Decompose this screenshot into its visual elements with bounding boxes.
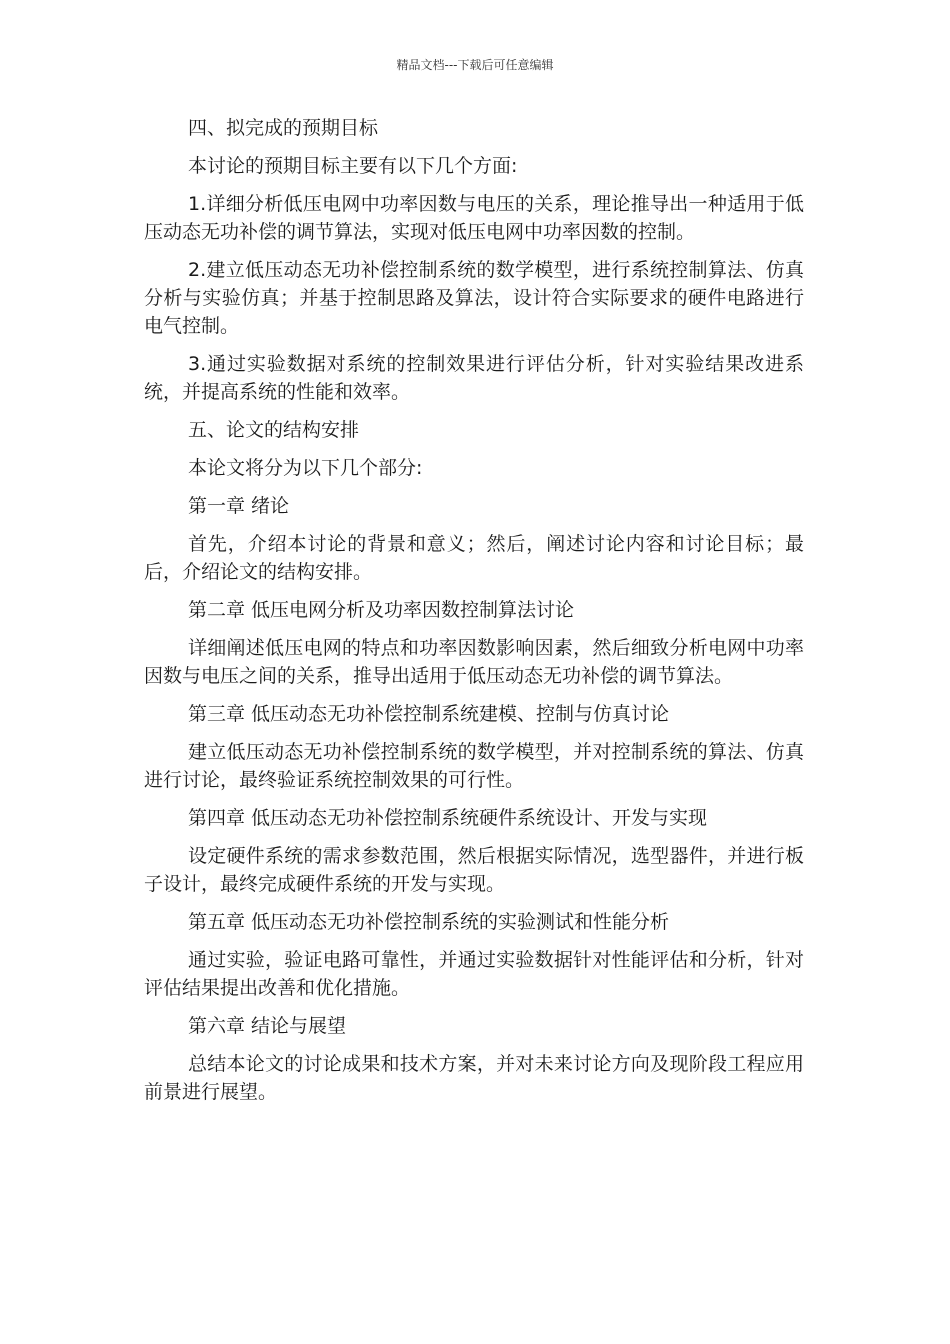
chapter-description-6: 总结本论文的讨论成果和技术方案，并对未来讨论方向及现阶段工程应用前景进行展望。 bbox=[144, 1053, 804, 1103]
paragraph-goal-1: 1.详细分析低压电网中功率因数与电压的关系，理论推导出一种适用于低压动态无功补偿的调节算法，实现对低压电网中功率因数的控制。 bbox=[144, 193, 804, 243]
document-body bbox=[144, 114, 804, 1116]
chapter-heading-4: 第四章 低压动态无功补偿控制系统硬件系统设计、开发与实现 bbox=[188, 807, 708, 829]
chapter-description-2: 详细阐述低压电网的特点和功率因数影响因素，然后细致分析电网中功率因数与电压之间的关系，推导出适用于低压动态无功补偿的调节算法。 bbox=[144, 637, 804, 687]
chapter-heading-6: 第六章 结论与展望 bbox=[188, 1015, 347, 1037]
paragraph-goal-3: 3.通过实验数据对系统的控制效果进行评估分析，针对实验结果改进系统，并提高系统的性能和效率。 bbox=[144, 353, 804, 403]
chapter-description-4: 设定硬件系统的需求参数范围，然后根据实际情况，选型器件，并进行板子设计，最终完成硬件系统的开发与实现。 bbox=[144, 845, 804, 895]
chapter-heading-2: 第二章 低压电网分析及功率因数控制算法讨论 bbox=[188, 599, 575, 621]
page-header: 精品文档---下载后可任意编辑 bbox=[396, 58, 554, 72]
chapter-heading-5: 第五章 低压动态无功补偿控制系统的实验测试和性能分析 bbox=[188, 911, 670, 933]
chapter-description-3: 建立低压动态无功补偿控制系统的数学模型，并对控制系统的算法、仿真进行讨论，最终验证系统控制效果的可行性。 bbox=[144, 741, 804, 791]
paragraph-goal-2: 2.建立低压动态无功补偿控制系统的数学模型，进行系统控制算法、仿真分析与实验仿真；并基于控制思路及算法，设计符合实际要求的硬件电路进行电气控制。 bbox=[144, 259, 804, 337]
chapter-description-5: 通过实验，验证电路可靠性，并通过实验数据针对性能评估和分析，针对评估结果提出改善和优化措施。 bbox=[144, 949, 804, 999]
section-heading-structure: 五、论文的结构安排 bbox=[188, 419, 360, 441]
chapter-heading-1: 第一章 绪论 bbox=[188, 495, 290, 517]
chapter-heading-3: 第三章 低压动态无功补偿控制系统建模、控制与仿真讨论 bbox=[188, 703, 670, 725]
paragraph-intro-goals: 本讨论的预期目标主要有以下几个方面: bbox=[188, 155, 518, 177]
paragraph-intro-structure: 本论文将分为以下几个部分: bbox=[188, 457, 423, 479]
chapter-description-1: 首先，介绍本讨论的背景和意义；然后，阐述讨论内容和讨论目标；最后，介绍论文的结构安排。 bbox=[144, 533, 804, 583]
section-heading-goals: 四、拟完成的预期目标 bbox=[188, 117, 379, 139]
